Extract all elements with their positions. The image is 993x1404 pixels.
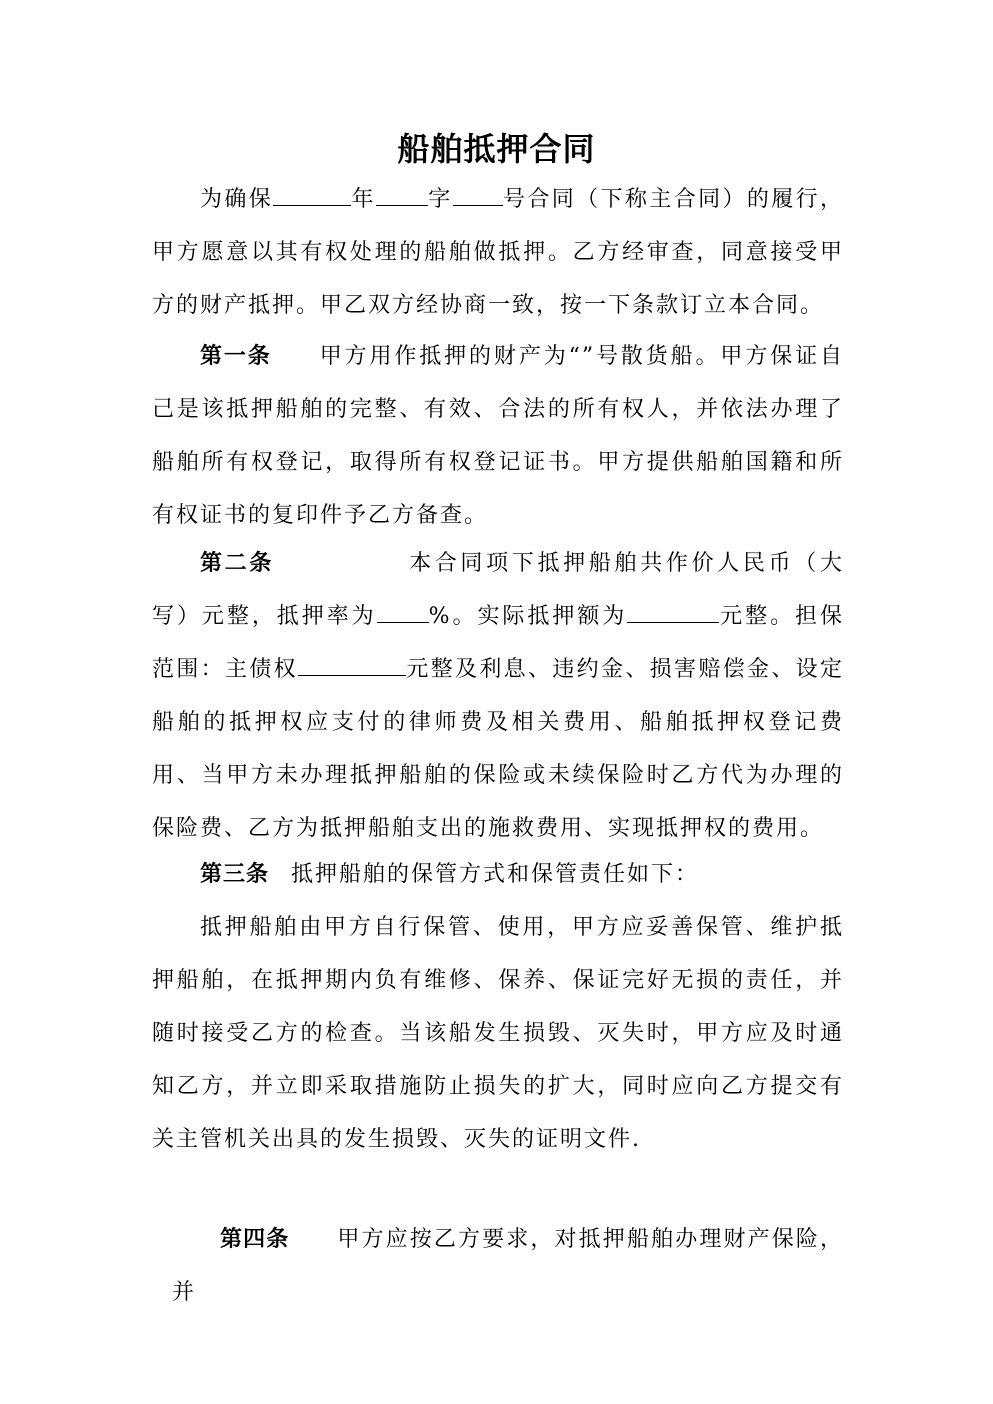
article-2-text-4: 元整及利息、违约金、损害赔偿金、设定船舶的抵押权应支付的律师费及相关费用、船舶抵押权登记费用、当甲方未办理抵押船舶的保险或未续保险时乙方代为办理的保险费、乙方为抵押船舶支出的施救费用、实现抵押权的费用。 [152, 657, 844, 841]
article-4-heading: 第四条 [220, 1227, 290, 1252]
contract-word-blank [376, 183, 428, 206]
document-title: 船舶抵押合同 [397, 130, 596, 168]
mortgage-amount-blank [627, 600, 719, 623]
intro-text-3: 字 [427, 187, 453, 212]
mortgage-rate-blank [377, 600, 429, 623]
article-2-text-3: 元整。担保范围：主债权 [152, 604, 844, 682]
article-2-text-1: 本合同项下抵押船舶共作价人民币（大写）元整，抵押率为 [152, 551, 844, 629]
article-4-text: 甲方应按乙方要求，对抵押船舶办理财产保险，并 [172, 1227, 844, 1305]
principal-claim-blank [298, 653, 406, 676]
article-2-heading: 第二条 [200, 551, 275, 576]
intro-text-2: 年 [351, 187, 376, 212]
intro-text-1: 为确保 [200, 187, 274, 212]
article-1-text: 甲方用作抵押的财产为“”号散货船。甲方保证自己是该抵押船舶的完整、有效、合法的所有权人，并依法办理了船舶所有权登记，取得所有权登记证书。甲方提供船舶国籍和所有权证书的复印件予乙方备查。 [152, 344, 844, 528]
article-3-heading: 第三条 [200, 862, 270, 887]
article-2-paragraph [152, 537, 844, 855]
article-3-body-paragraph: 抵押船舶由甲方自行保管、使用，甲方应妥善保管、维护抵押船舶，在抵押期内负有维修、保养、保证完好无损的责任，并随时接受乙方的检查。当该船发生损毁、灭失时，甲方应及时通知乙方，并立即采取措施防止损失的扩大，同时应向乙方提交有关主管机关出具的发生损毁、灭失的证明文件. [152, 915, 844, 1152]
intro-paragraph [152, 173, 844, 332]
article-4-paragraph [172, 1213, 844, 1319]
article-2-text-2: %。实际抵押额为 [428, 604, 628, 629]
article-1-paragraph [152, 330, 844, 542]
contract-year-blank [273, 183, 351, 206]
contract-number-blank [453, 183, 503, 206]
article-1-heading: 第一条 [200, 344, 272, 369]
article-3-paragraph [152, 848, 844, 901]
intro-text-4: 号合同（下称主合同）的履行，甲方愿意以其有权处理的船舶做抵押。乙方经审查，同意接受甲方的财产抵押。甲乙双方经协商一致，按一下条款订立本合同。 [152, 187, 844, 318]
article-3-text: 抵押船舶的保管方式和保管责任如下： [291, 862, 700, 887]
